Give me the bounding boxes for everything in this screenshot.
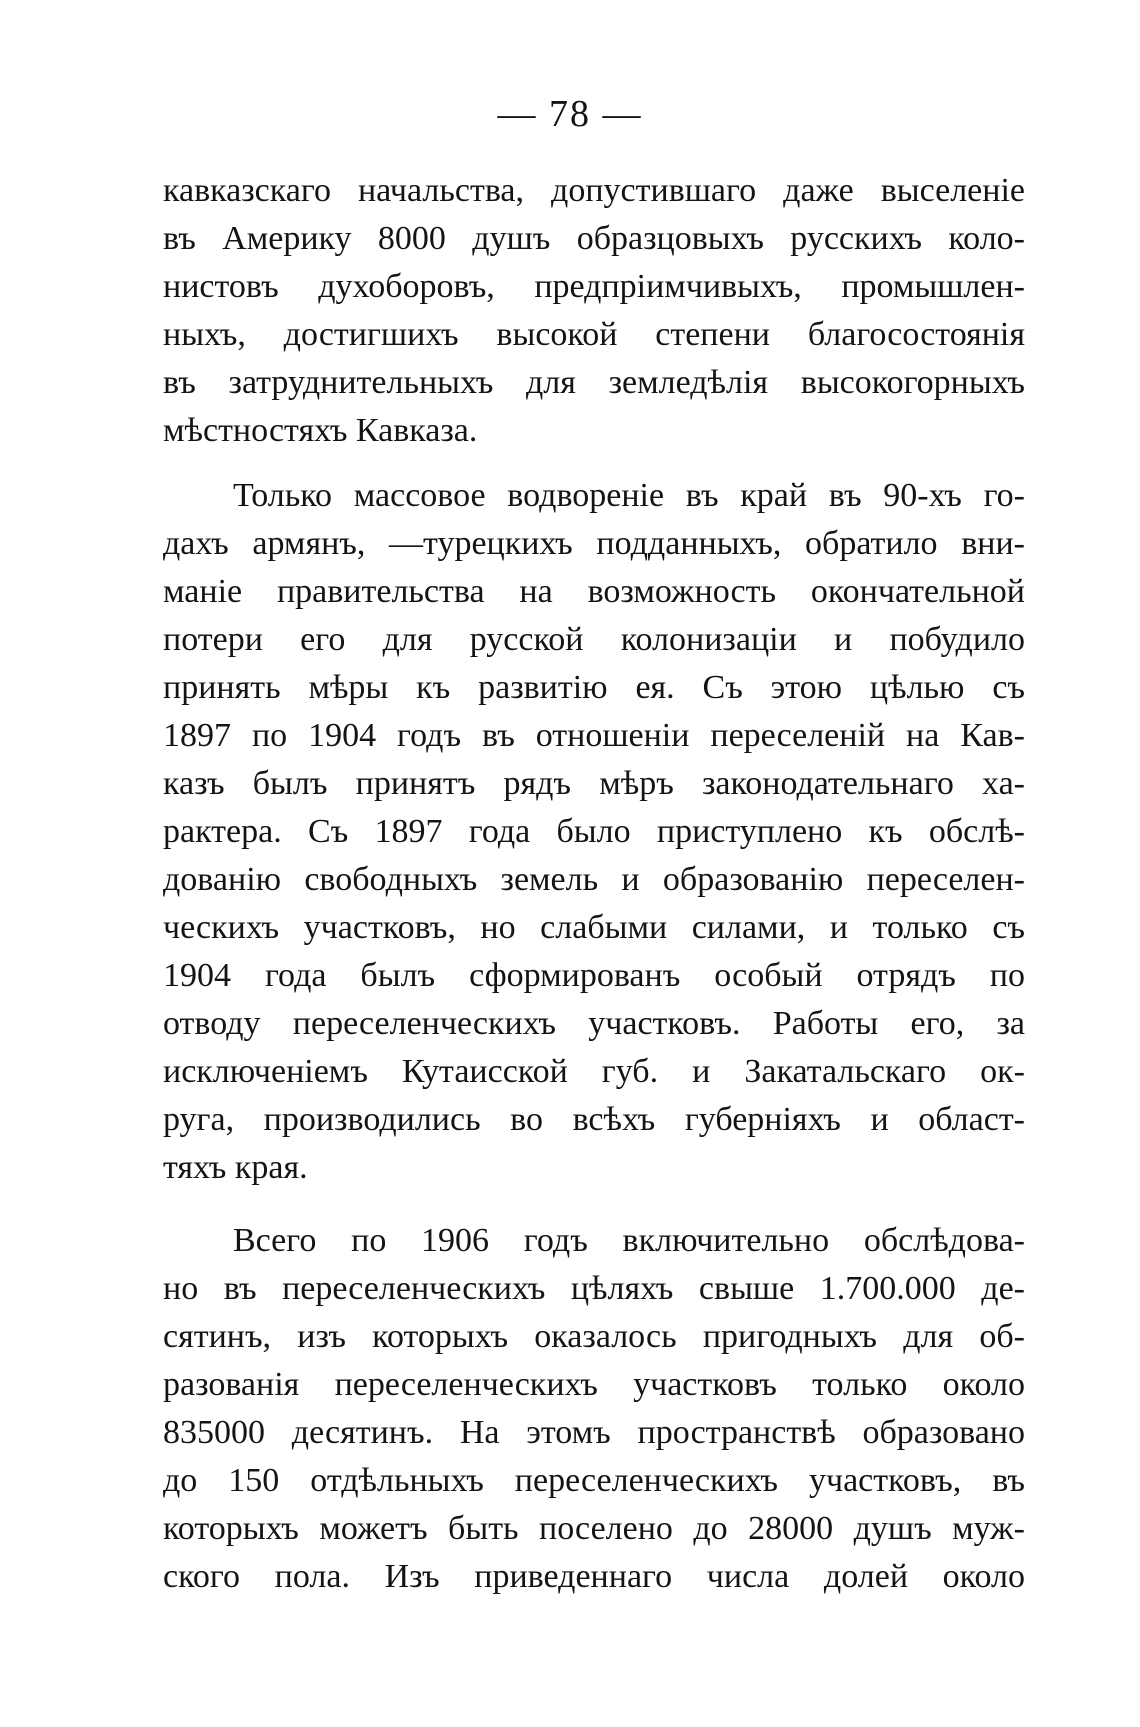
text-line: ныхъ, достигшихъ высокой степени благосостоянія [163, 316, 1025, 353]
paragraph-1 [163, 167, 1025, 455]
text-line: потери его для русской колонизаціи и побудило [163, 621, 1025, 658]
text-line: разованія переселенческихъ участковъ только около [163, 1366, 1025, 1403]
text-line: тяхъ края. [163, 1149, 308, 1186]
text-line: но въ переселенческихъ цѣляхъ свыше 1.700.000 де- [163, 1270, 1025, 1307]
page-number: — 78 — [497, 93, 643, 135]
text-line: въ Америку 8000 душъ образцовыхъ русскихъ коло- [163, 220, 1025, 257]
text-line: 835000 десятинъ. На этомъ пространствѣ образовано [163, 1414, 1025, 1451]
text-line: исключеніемъ Кутаисской губ. и Закатальскаго ок- [163, 1053, 1025, 1090]
text-line: Всего по 1906 годъ включительно обслѣдова- [233, 1222, 1025, 1259]
text-line: мѣстностяхъ Кавказа. [163, 412, 478, 449]
text-line: 1904 года былъ сформированъ особый отрядъ по [163, 957, 1025, 994]
text-line: кавказскаго начальства, допустившаго даже выселеніе [163, 172, 1025, 209]
text-line: рактера. Съ 1897 года было приступлено къ обслѣ- [163, 813, 1025, 850]
text-line: нистовъ духоборовъ, предпріимчивыхъ, промышлен- [163, 268, 1025, 305]
text-line: дахъ армянъ, —турецкихъ подданныхъ, обратило вни- [163, 525, 1025, 562]
text-line: ческихъ участковъ, но слабыми силами, и только съ [163, 909, 1025, 946]
text-line: руга, производились во всѣхъ губерніяхъ и област- [163, 1101, 1025, 1138]
text-line: маніе правительства на возможность окончательной [163, 573, 1025, 610]
text-line: принять мѣры къ развитію ея. Съ этою цѣлью съ [163, 669, 1025, 706]
text-line: дованію свободныхъ земель и образованію переселен- [163, 861, 1025, 898]
text-line: въ затруднительныхъ для земледѣлія высокогорныхъ [163, 364, 1025, 401]
text-line: отводу переселенческихъ участковъ. Работы его, за [163, 1005, 1025, 1042]
paragraph-2 [163, 472, 1025, 1192]
text-line: Только массовое водвореніе въ край въ 90-хъ го- [233, 477, 1025, 514]
text-line: 1897 по 1904 годъ въ отношеніи переселеній на Кав- [163, 717, 1025, 754]
text-line: до 150 отдѣльныхъ переселенческихъ участковъ, въ [163, 1462, 1025, 1499]
paragraph-3 [163, 1217, 1025, 1601]
text-line: казъ былъ принятъ рядъ мѣръ законодательнаго ха- [163, 765, 1025, 802]
text-line: сятинъ, изъ которыхъ оказалось пригодныхъ для об- [163, 1318, 1025, 1355]
text-line: ского пола. Изъ приведеннаго числа долей около [163, 1558, 1025, 1595]
text-line: которыхъ можетъ быть поселено до 28000 душъ муж- [163, 1510, 1025, 1547]
